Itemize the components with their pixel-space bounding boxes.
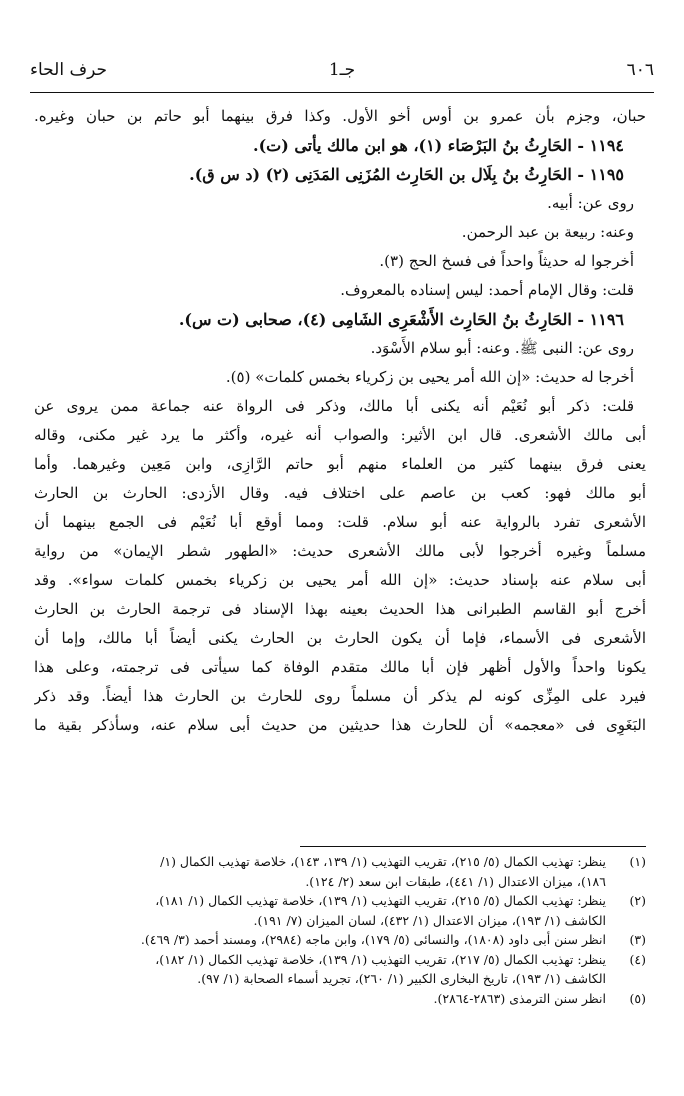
text-line: الأشعرى تفرد بالرواية عنه أبو سلام. قلت: ومما أوقع أبا نُعَيْم فى الجمع بينهما أن: [34, 513, 646, 531]
footnote-2-cont: الكاشف (١/ ١٩٣)، ميزان الاعتدال (١/ ٤٣٢)، لسان الميزان (٧/ ١٩١).: [253, 912, 606, 928]
text-line: أخرجا له حديث: «إن الله أمر يحيى بن زكرياء بخمس كلمات» (٥).: [225, 368, 634, 386]
text-line: أبو مالك فهو: كعب بن عاصم على اختلاف فيه. وقال الأزدى: الحارث بن الحارث: [34, 484, 646, 502]
page-number: ٦٠٦: [626, 60, 654, 80]
footnote-number: (١): [629, 854, 646, 869]
footnotes: [28, 852, 646, 1008]
entry-heading-1194: ١١٩٤ - الحَارِثُ بنُ البَرْصَاء (١)، هو ابن مالك يأتى (ت).: [253, 136, 624, 155]
entry-heading-1195: ١١٩٥ - الحَارِثُ بنُ بِلَال بن الحَارِث المُزَنِى المَدَنِى (٢) (د س ق).: [189, 165, 624, 184]
footnote-5: [28, 989, 646, 1009]
text-line: روى عن: النبى ﷺ. وعنه: أبو سلام الأَسْوَد.: [370, 339, 634, 357]
text-line: الأشعرى فى الأسماء، فإما أن يكون الحارث بن الحارث يكنى أيضاً أبا مالك، وإما أن: [34, 629, 646, 647]
footnote-text: انظر سنن الترمذى (٢٨٦٣-٢٨٦٤).: [433, 990, 606, 1006]
text-line: أبى سلام عنه بإسناد حديث: «إن الله أمر يحيى بن زكرياء بخمس كلمات سواء». وقد: [34, 571, 646, 589]
footnote-number: (٤): [629, 951, 646, 967]
text-line: فيرد على المِزِّى كونه لم يذكر أن مسلماً روى للحارث بن الحارث هذا أيضاً. وقد ذكر: [34, 687, 646, 705]
footnote-text: ينظر: تهذيب الكمال (٥/ ٢١٥)، تقريب التهذيب (١/ ١٣٩، ١٤٣)، خلاصة تهذيب الكمال (١/: [160, 854, 606, 869]
text-line: البَغَوِى فى «معجمه» أن للحارث هذا حديثين من حديث أبى سلام عنه، وسأذكر بقية ما: [34, 716, 646, 734]
footnote-4: [28, 950, 646, 970]
footnote-2: [28, 891, 646, 911]
text-line: قلت: ذكر أبو نُعَيْم أنه يكنى أبا مالك، وذكر فى الرواة عنه جماعة ممن يروى عن: [34, 397, 634, 415]
text-line: يعنى فرق بينهما كثير من العلماء منهم أبو حاتم الرَّازِى، وابن مَعِين وغيرهما. وأما: [34, 455, 646, 473]
main-text: [34, 102, 646, 740]
text-line: أبى مالك الأشعرى. قال ابن الأثير: والصواب أنه غيره، وأكثر ما يرد غير مكنى، وقاله: [34, 426, 646, 444]
footnote-4-cont: الكاشف (١/ ١٩٣)، تاريخ البخارى الكبير (١/ ٢٦٠)، تجريد أسماء الصحابة (١/ ٩٧).: [197, 971, 606, 986]
text-line: أخرج أبو القاسم الطبرانى هذا الحديث بعينه بهذا الإسناد فى ترجمة الحارث بن الحارث: [34, 600, 646, 618]
footnote-number: (٥): [629, 990, 646, 1006]
text-line: قلت: وقال الإمام أحمد: ليس إسناده بالمعروف.: [340, 281, 634, 299]
footnote-text: انظر سنن أبى داود (١٨٠٨)، والنسائى (٥/ ١٧٩)، وابن ماجه (٢٩٨٤)، ومسند أحمد (٣/ ٤٦٩).: [140, 932, 606, 947]
text-line: أخرجوا له حديثاً واحداً فى فسخ الحج (٣).: [379, 252, 634, 270]
chapter-title: حرف الحاء: [30, 60, 107, 80]
footnote-number: (٢): [629, 893, 646, 908]
footnote-text: ينظر: تهذيب الكمال (٥/ ٢١٥)، تقريب التهذيب (١/ ١٣٩)، خلاصة تهذيب الكمال (١/ ١٨١)،: [155, 893, 606, 908]
footnote-1: [28, 852, 646, 872]
text-line: وعنه: ربيعة بن عبد الرحمن.: [461, 223, 634, 241]
header-rule: [30, 92, 654, 93]
text-line: يكونا واحداً والأول أظهر فإن أبا مالك متقدم الوفاة كما سيأتى فى ترجمته، وعلى هذا: [34, 658, 646, 676]
text-line: حبان، وجزم بأن عمرو بن أوس أخو الأول. وكذا فرق بينهما أبو حاتم بن حبان وغيره.: [34, 107, 646, 125]
footnote-3: [28, 930, 646, 950]
text-line: مسلماً وغيره أخرجوا لأبى مالك الأشعرى حديث: «الطهور شطر الإيمان» من رواية: [34, 542, 646, 560]
page-header: [30, 60, 654, 90]
footnote-text: ينظر: تهذيب الكمال (٥/ ٢١٧)، تقريب التهذيب (١/ ١٣٩)، خلاصة تهذيب الكمال (١/ ١٨٢)،: [155, 951, 606, 967]
entry-heading-1196: ١١٩٦ - الحَارِثُ بنُ الحَارِث الأَشْعَرِى الشَامِى (٤)، صحابى (ت س).: [178, 310, 624, 329]
footnote-1-cont: ١٨٦)، ميزان الاعتدال (١/ ٤٤١)، طبقات ابن سعد (٢/ ١٢٤).: [305, 873, 606, 889]
volume-label: جـ1: [328, 60, 356, 80]
footnote-rule: [300, 846, 646, 847]
footnote-number: (٣): [629, 932, 646, 947]
text-line: روى عن: أبيه.: [547, 194, 634, 212]
